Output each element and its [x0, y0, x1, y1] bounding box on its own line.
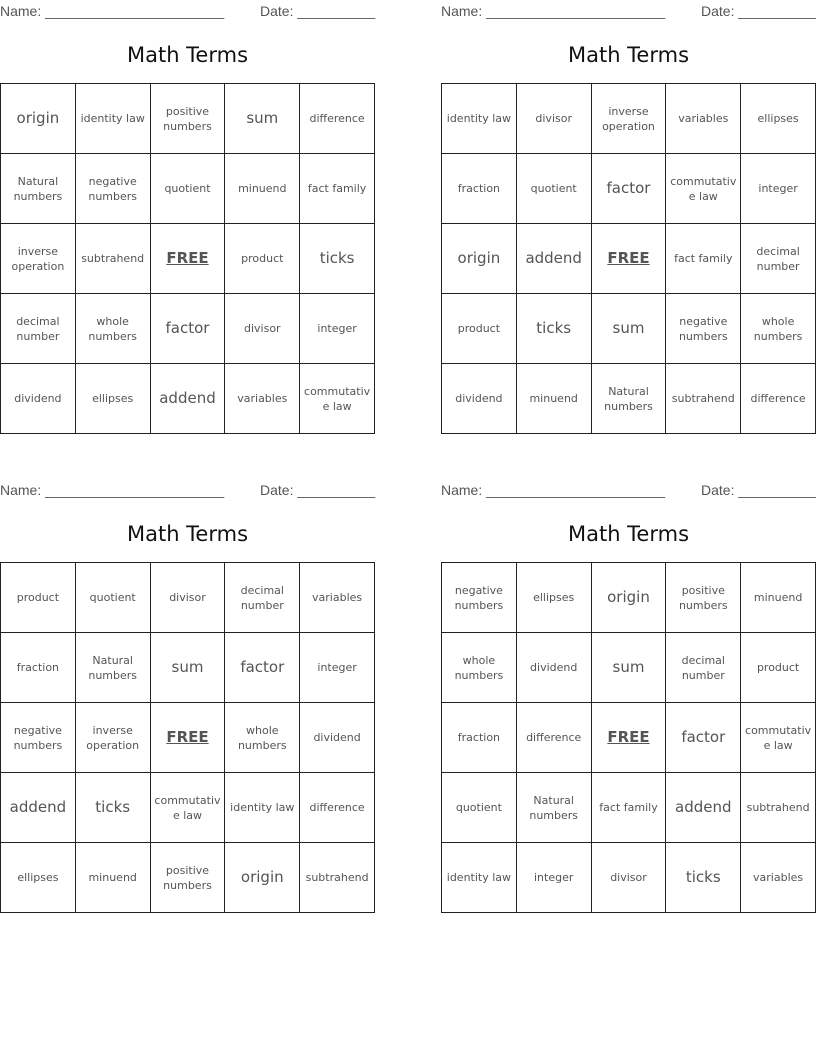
grid-row [1, 633, 375, 703]
term-cell: ellipses [1, 843, 76, 913]
name-field-label: Name: _______________________ [0, 482, 225, 498]
date-field-label: Date: __________ [260, 482, 376, 498]
grid-row [442, 84, 816, 154]
term-cell: identity law [442, 843, 517, 913]
name-field-label: Name: _______________________ [441, 482, 666, 498]
term-cell: fraction [442, 154, 517, 224]
term-cell: identity law [75, 84, 150, 154]
term-cell: fact family [666, 224, 741, 294]
term-cell: divisor [516, 84, 591, 154]
term-cell: product [442, 294, 517, 364]
term-cell: addend [516, 224, 591, 294]
term-cell: whole numbers [442, 633, 517, 703]
term-cell: decimal number [741, 224, 816, 294]
term-cell: ellipses [516, 563, 591, 633]
grid-row [442, 703, 816, 773]
term-cell: dividend [516, 633, 591, 703]
card-header [0, 479, 375, 501]
card-header [441, 0, 816, 22]
term-cell: inverse operation [591, 84, 666, 154]
term-cell: decimal number [666, 633, 741, 703]
card-title: Math Terms [567, 43, 690, 67]
term-cell: Natural numbers [1, 154, 76, 224]
term-cell: positive numbers [666, 563, 741, 633]
grid-row [1, 773, 375, 843]
term-cell: ellipses [75, 364, 150, 434]
card-title: Math Terms [126, 43, 249, 67]
card-title: Math Terms [567, 522, 690, 546]
date-field-label: Date: __________ [701, 482, 816, 498]
term-cell: Natural numbers [75, 633, 150, 703]
term-cell: fraction [442, 703, 517, 773]
term-cell: ellipses [741, 84, 816, 154]
term-cell: integer [300, 294, 375, 364]
term-cell: subtrahend [75, 224, 150, 294]
term-cell: minuend [516, 364, 591, 434]
term-cell: minuend [225, 154, 300, 224]
term-cell: origin [1, 84, 76, 154]
grid-row [442, 364, 816, 434]
date-field-label: Date: __________ [260, 3, 376, 19]
term-cell: identity law [225, 773, 300, 843]
grid-row [1, 154, 375, 224]
term-cell: quotient [442, 773, 517, 843]
term-cell: decimal number [1, 294, 76, 364]
term-cell: subtrahend [741, 773, 816, 843]
term-cell: divisor [150, 563, 225, 633]
grid-row [1, 703, 375, 773]
term-cell: inverse operation [75, 703, 150, 773]
term-cell: factor [591, 154, 666, 224]
term-cell: dividend [442, 364, 517, 434]
grid-row [1, 843, 375, 913]
term-cell: subtrahend [666, 364, 741, 434]
term-cell: divisor [591, 843, 666, 913]
term-cell: integer [516, 843, 591, 913]
term-cell: negative numbers [75, 154, 150, 224]
grid-row [442, 563, 816, 633]
grid-row [442, 154, 816, 224]
term-cell: origin [591, 563, 666, 633]
term-cell: inverse operation [1, 224, 76, 294]
term-cell: product [225, 224, 300, 294]
free-space-cell: FREE [591, 224, 666, 294]
term-cell: commutative law [666, 154, 741, 224]
term-cell: commutative law [300, 364, 375, 434]
term-cell: identity law [442, 84, 517, 154]
name-field-label: Name: _______________________ [0, 3, 225, 19]
term-cell: integer [741, 154, 816, 224]
term-cell: subtrahend [300, 843, 375, 913]
term-cell: quotient [75, 563, 150, 633]
grid-row [442, 224, 816, 294]
grid-row [442, 773, 816, 843]
term-cell: addend [666, 773, 741, 843]
term-cell: sum [591, 633, 666, 703]
term-cell: dividend [1, 364, 76, 434]
bingo-grid [0, 562, 375, 913]
term-cell: factor [666, 703, 741, 773]
term-cell: whole numbers [741, 294, 816, 364]
term-cell: fraction [1, 633, 76, 703]
term-cell: whole numbers [75, 294, 150, 364]
bingo-grid [441, 83, 816, 434]
term-cell: commutative law [741, 703, 816, 773]
term-cell: decimal number [225, 563, 300, 633]
term-cell: variables [666, 84, 741, 154]
term-cell: factor [150, 294, 225, 364]
term-cell: difference [300, 84, 375, 154]
term-cell: addend [1, 773, 76, 843]
card-title: Math Terms [126, 522, 249, 546]
term-cell: Natural numbers [516, 773, 591, 843]
card-header [441, 479, 816, 501]
term-cell: ticks [75, 773, 150, 843]
term-cell: fact family [300, 154, 375, 224]
free-space-cell: FREE [150, 703, 225, 773]
term-cell: minuend [741, 563, 816, 633]
term-cell: variables [741, 843, 816, 913]
term-cell: minuend [75, 843, 150, 913]
term-cell: product [1, 563, 76, 633]
card-header [0, 0, 375, 22]
free-space-cell: FREE [591, 703, 666, 773]
term-cell: divisor [225, 294, 300, 364]
term-cell: dividend [300, 703, 375, 773]
term-cell: positive numbers [150, 84, 225, 154]
term-cell: addend [150, 364, 225, 434]
term-cell: quotient [150, 154, 225, 224]
term-cell: sum [225, 84, 300, 154]
free-space-cell: FREE [150, 224, 225, 294]
grid-row [1, 294, 375, 364]
term-cell: whole numbers [225, 703, 300, 773]
term-cell: positive numbers [150, 843, 225, 913]
term-cell: Natural numbers [591, 364, 666, 434]
term-cell: integer [300, 633, 375, 703]
grid-row [442, 294, 816, 364]
grid-row [1, 84, 375, 154]
term-cell: negative numbers [666, 294, 741, 364]
grid-row [442, 843, 816, 913]
grid-row [1, 364, 375, 434]
term-cell: sum [591, 294, 666, 364]
date-field-label: Date: __________ [701, 3, 816, 19]
term-cell: ticks [300, 224, 375, 294]
term-cell: ticks [516, 294, 591, 364]
term-cell: variables [225, 364, 300, 434]
term-cell: commutative law [150, 773, 225, 843]
term-cell: sum [150, 633, 225, 703]
term-cell: difference [741, 364, 816, 434]
term-cell: origin [225, 843, 300, 913]
term-cell: quotient [516, 154, 591, 224]
term-cell: factor [225, 633, 300, 703]
bingo-grid [0, 83, 375, 434]
term-cell: origin [442, 224, 517, 294]
term-cell: negative numbers [1, 703, 76, 773]
term-cell: difference [300, 773, 375, 843]
bingo-grid [441, 562, 816, 913]
term-cell: negative numbers [442, 563, 517, 633]
term-cell: ticks [666, 843, 741, 913]
term-cell: variables [300, 563, 375, 633]
term-cell: fact family [591, 773, 666, 843]
term-cell: difference [516, 703, 591, 773]
grid-row [1, 224, 375, 294]
grid-row [442, 633, 816, 703]
grid-row [1, 563, 375, 633]
name-field-label: Name: _______________________ [441, 3, 666, 19]
term-cell: product [741, 633, 816, 703]
